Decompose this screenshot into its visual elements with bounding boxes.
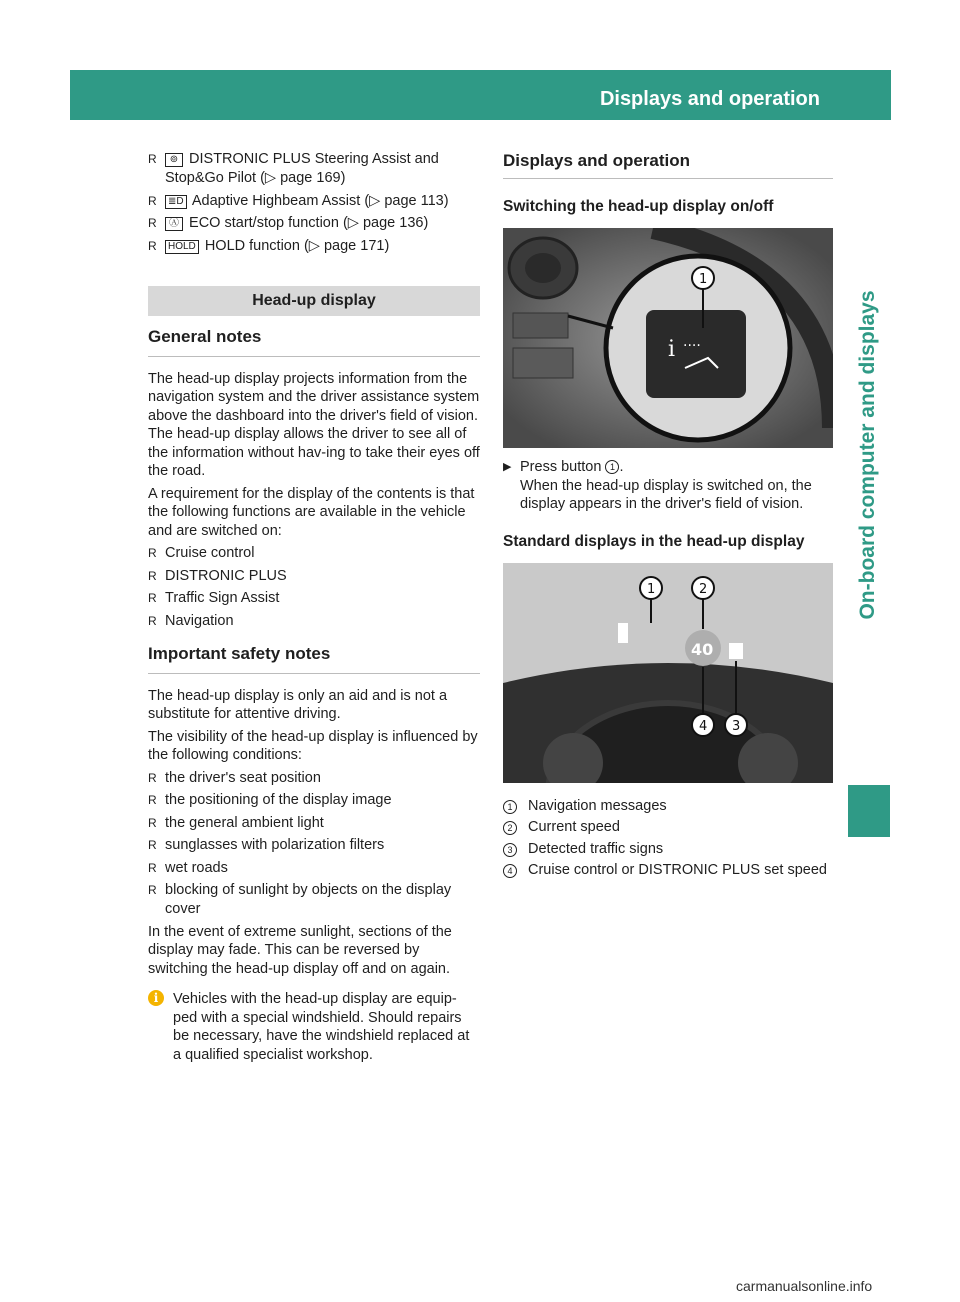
list-item-text: DISTRONIC PLUS Steering Assist and Stop&Go Pilot (▷ page 169) [165,151,439,186]
step-arrow-icon: ▶ [503,461,512,473]
list-item [503,818,833,837]
general-paragraph: The head-up display projects information from the navigation system and the driver assistance system above the dashboard into the driver's field of vision. The head-up display allows the driver to see all of the information without hav-ing to take their eyes off the road. [148,370,480,479]
callout-number: 3 [503,843,517,857]
right-heading: Displays and operation [503,150,833,179]
highbeam-icon: ≣D [165,195,187,209]
side-tab-label: On-board computer and displays [856,290,879,620]
svg-text:i: i [668,337,676,362]
list-item [503,797,833,816]
header-title: Displays and operation [599,88,820,110]
sunlight-paragraph: In the event of extreme sunlight, sections of the display may fade. This can be reversed by switching the head-up display off and on again. [148,923,452,977]
standard-heading: Standard displays in the head-up display [503,532,805,550]
conditions-list [148,769,480,920]
list-item-text: ECO start/stop function (▷ page 136) [189,215,429,231]
callout-number: 1 [503,800,517,814]
callout-number: 4 [503,864,517,878]
page-number: 211 [916,88,950,110]
requirements-list [148,544,480,631]
step-result-text: When the head-up display is switched on, the display appears in the driver's field of vision. [520,477,812,512]
hud-button-photo [503,228,833,448]
step-text: Press button [520,459,602,475]
list-item [148,192,480,211]
legend-list [503,797,833,880]
visibility-paragraph: The visibility of the head-up display is influenced by the following conditions: [148,728,478,763]
list-item: R Navigation [148,612,480,631]
list-item: R the driver's seat position [148,769,480,788]
svg-text:····: ···· [683,338,701,354]
svg-text:3: 3 [732,718,741,734]
requirement-paragraph: A requirement for the display of the contents is that the following functions are available in the vehicle and are switched on: [148,485,475,539]
list-item: R the general ambient light [148,814,480,833]
photo-speed-label: 40 [691,639,714,659]
side-tab-marker [848,785,890,837]
svg-text:1: 1 [647,581,656,597]
hud-button-illustration [503,228,833,448]
list-item: R DISTRONIC PLUS [148,567,480,586]
legend-text: Detected traffic signs [528,840,664,857]
steering-wheel-icon: ⊚ [165,153,183,167]
footer-watermark: carmanualsonline.info [736,1278,873,1294]
list-item-text: HOLD function (▷ page 171) [204,237,390,254]
callout-number: 1 [605,460,619,474]
list-item [148,150,480,188]
header-bar [70,70,950,120]
hold-icon: HOLD [165,240,199,254]
list-item [503,861,833,880]
info-note-text: Vehicles with the head-up display are equip-ped with a special windshield. Should repairs be necessary, have the windshield replaced at a qualified specialist workshop. [173,991,470,1063]
top-bullet-list [148,150,480,256]
list-item [503,840,833,859]
header-separator [900,82,902,120]
list-item: R Traffic Sign Assist [148,589,480,608]
legend-text: Current speed [528,819,620,835]
svg-text:1: 1 [699,272,708,287]
side-tab [848,140,888,770]
left-column [148,150,480,1064]
right-column [503,150,833,883]
hud-standard-photo [503,563,833,783]
safety-heading: Important safety notes [148,643,480,674]
list-item [148,237,480,256]
list-item: R wet roads [148,859,480,878]
list-item: R blocking of sunlight by objects on the display cover [148,881,480,919]
step-press-button [503,458,833,514]
info-note [148,990,480,1064]
list-item: R sunglasses with polarization filters [148,836,480,855]
callout-number: 2 [503,821,517,835]
list-item: R the positioning of the display image [148,791,480,810]
general-notes-heading: General notes [148,326,480,357]
eco-icon: Ⓐ [165,217,183,231]
list-item [148,214,480,233]
hud-standard-illustration [503,563,833,783]
switch-heading: Switching the head-up display on/off [503,198,774,215]
safety-paragraph: The head-up display is only an aid and is not a substitute for attentive driving. [148,687,448,722]
legend-text: Navigation messages [528,797,667,814]
list-item-text: Adaptive Highbeam Assist (▷ page 113) [191,192,449,209]
list-item: R Cruise control [148,544,480,563]
section-band-title: Head-up display [148,286,480,316]
step-text-end: . [619,459,624,475]
info-icon: i [148,990,164,1006]
svg-text:2: 2 [699,581,708,597]
legend-text: Cruise control or DISTRONIC PLUS set speed [528,862,827,878]
svg-text:4: 4 [699,718,708,734]
